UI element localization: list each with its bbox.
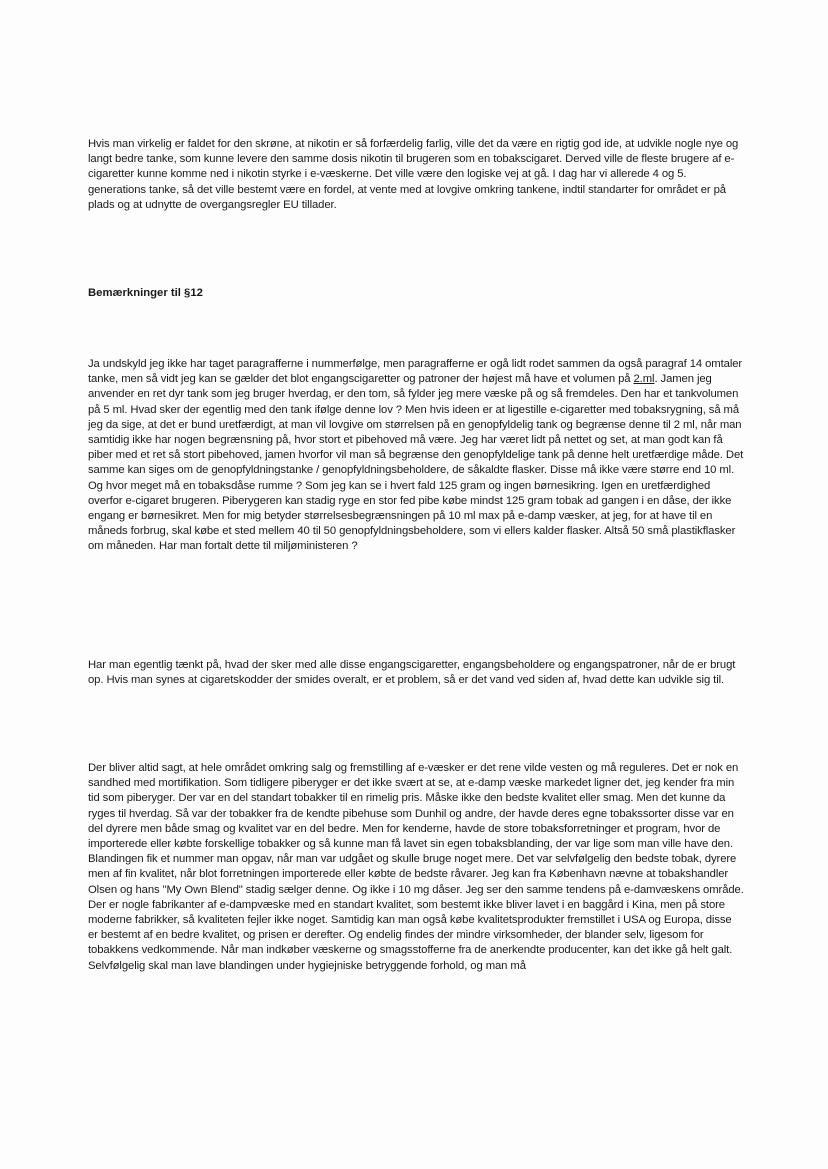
paragraph-text-part: . Jamen jeg anvender en ret dyr tank som jeg bruger hverdag, er den tom, så fylder jeg mere væske på og så fremdeles. Den har et tankvolumen på 5 ml. Hvad sker der egentlig med den tank ifølge denne lov ? Men hvis ideen er at ligestille e-cigaretter med tobaksrygning, så må jeg da sige, at det er bund uretfærdigt, at man vil lovgive om størrelsen på en genopfyldelig tank og begrænse denne til 2 ml, når man samtidig ikke har nogen begrænsning på, hvor stort et pibehoved må være. Jeg har været lidt på nettet og set, at man godt kan få piber med et ret så stort pibehoved, jamen hvorfor vil man så begrænse den genopfyldelige tank på denne helt uretfærdige måde. Det samme kan siges om de genopfyldningstanke / genopfyldningsbeholdere, de såkaldte flasker. Disse må ikke være større end 10 ml. Og hvor meget må en tobaksdåse rumme ? Som jeg kan se i hvert fald 125 gram og ingen børnesikring. Igen en uretfærdighed overfor e-cigaret brugeren. Piberygeren kan stadig ryge en stor fed pibe købe mindst 125 gram tobak ad gangen i en dåse, der ikke engang er børnesikret. Men for mig betyder størrelsesbegrænsningen på 10 ml max på e-damp væsker, at jeg, for at have til en måneds forbrug, skal købe et sted mellem 40 til 50 genopfyldningsbeholdere, som vi ellers kalder flasker. Altså 50 små plastikflasker om måneden. Har man fortalt dette til miljøministeren ? <box>88 373 744 553</box>
paragraph-disposables: Har man egentlig tænkt på, hvad der sker med alle disse engangscigaretter, engangsbeholdere og engangspatroner, når de er brugt op. Hvis man synes at cigaretskodder der smides overalt, er et problem, så er det vand ved siden af, hvad dette kan udvikle sig til. <box>88 659 736 687</box>
section-heading: Bemærkninger til §12 <box>88 287 203 299</box>
paragraph-tank-volume <box>88 357 744 555</box>
paragraph-text-part: Ja undskyld jeg ikke har taget paragrafferne i nummerfølge, men paragrafferne er ogå lidt rodet sammen da også paragraf 14 omtaler tanke, men så vidt jeg kan se gælder det blot engangscigaretter og patroner der højest må have et volumen på <box>88 358 743 386</box>
underlined-volume: 2.ml <box>633 373 655 386</box>
paragraph-nicotine-tanks: Hvis man virkelig er faldet for den skrøne, at nikotin er så forfærdelig farlig, ville det da være en rigtig god ide, at udvikle nogle nye og langt bedre tanke, som kunne levere den samme dosis nikotin til brugeren som en tobakscigaret. Derved ville de fleste brugere af e-cigaretter kunne komme ned i nikotin styrke i e-væskerne. Det ville være den logiske vej at gå. I dag har vi allerede 4 og 5. generations tanke, så det ville bestemt være en fordel, at vente med at lovgive omkring tankene, indtil standarter for området er på plads og at udnytte de overgangsregler EU tillader. <box>88 138 739 211</box>
paragraph-e-liquid-market: Der bliver altid sagt, at hele området omkring salg og fremstilling af e-væsker er det rene vilde vesten og må reguleres. Det er nok en sandhed med mortifikation. Som tidligere piberyger er det ikke svært at se, at e-damp væske markedet ligner det, jeg kender fra min tid som piberyger. Der var en del standart tobakker til en rimelig pris. Måske ikke den bedste kvalitet eller smag. Men det kunne da ryges til hverdag. Så var der tobakker fra de kendte pibehuse som Dunhil og andre, der havde deres egne tobakssorter disse var en del dyrere men både smag og kvalitet var en del bedre. Men for kenderne, havde de store tobaksforretninger et program, hvor de importerede eller købte forskellige tobakker og så kunne man få lavet sin egen tobaksblanding, der var lige som man ville have den. Blandingen fik et nummer man opgav, når man var udgået og skulle bruge noget mere. Det var selvfølgelig den bedste tobak, dyrere men af fin kvalitet, når blot forretningen importerede eller købte de bedste råvarer. Jeg kan fra København nævne at tobakshandler Olsen og hans "My Own Blend" stadig sælger denne. Og ikke i 10 mg dåser. Jeg ser den samme tendens på e-damvæskens område. Der er nogle fabrikanter af e-dampvæske med en standart kvalitet, som bestemt ikke bliver lavet i en baggård i Kina, men på store moderne fabrikker, så kvaliteten fejler ikke noget. Samtidig kan man også købe kvalitetsprodukter fremstillet i USA og Europa, disse er bestemt af en bedre kvalitet, og prisen er derefter. Og endelig findes der mindre virksomheder, der blander selv, ligesom for tobakkens vedkommende. Når man indkøber væskerne og smagsstofferne fra de anerkendte producenter, kan det ikke gå helt galt. Selvfølgelig skal man lave blandingen under hygiejniske betryggende forhold, og man må <box>88 762 744 972</box>
